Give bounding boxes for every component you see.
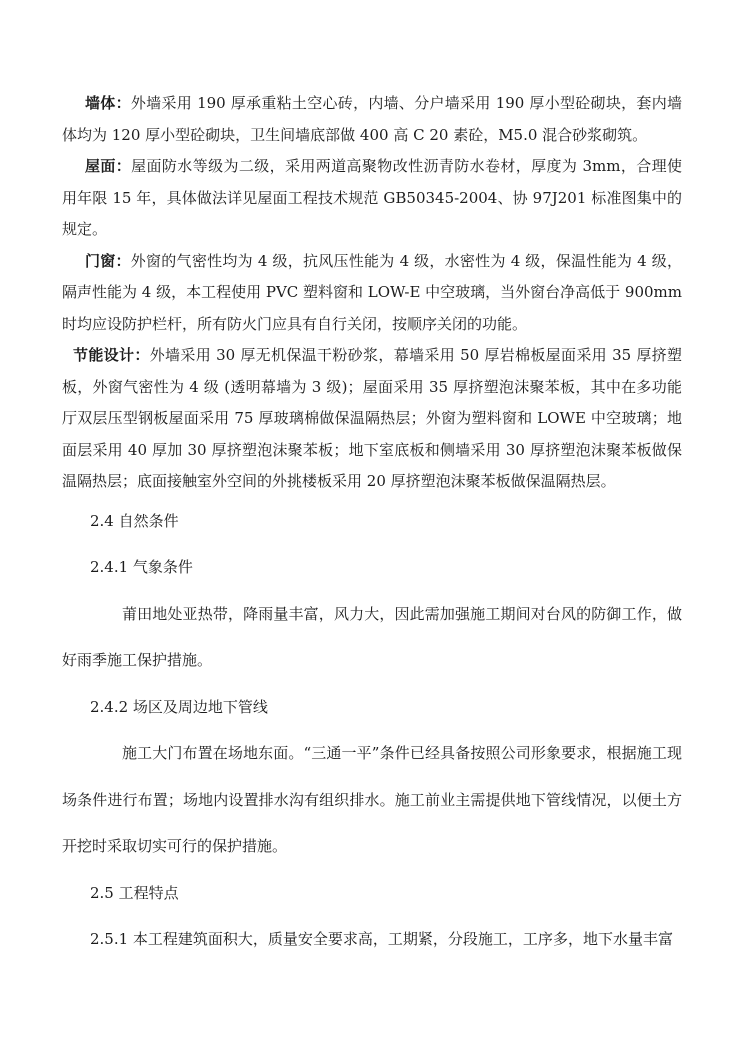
building-specs-block xyxy=(62,88,682,498)
roof-label: 屋面： xyxy=(85,157,132,175)
paragraph-roof xyxy=(62,151,682,246)
sections-block xyxy=(62,498,682,963)
paragraph-doors-windows xyxy=(62,246,682,341)
paragraph-walls xyxy=(62,88,682,151)
paragraph-site-pipelines: 施工大门布置在场地东面。“三通一平”条件已经具备按照公司形象要求，根据施工现场条件进行布置；场地内设置排水沟有组织排水。施工前业主需提供地下管线情况，以便土方开挖时采取切实可行的保护措施。 xyxy=(62,744,682,855)
heading-weather-conditions: 2.4.1 气象条件 xyxy=(90,558,193,576)
paragraph-project-feature-2-5-1: 2.5.1 本工程建筑面积大，质量安全要求高，工期紧，分段施工，工序多，地下水量丰富 xyxy=(90,930,673,948)
walls-text: 外墙采用 190 厚承重粘土空心砖，内墙、分户墙采用 190 厚小型砼砌块，套内墙体均为 120 厚小型砼砌块，卫生间墙底部做 400 高 C 20 素砼，M5.0 混合砂浆砌筑。 xyxy=(62,94,682,144)
walls-label: 墙体： xyxy=(85,94,131,112)
roof-text: 屋面防水等级为二级，采用两道高聚物改性沥青防水卷材，厚度为 3mm，合理使用年限 15 年，具体做法详见屋面工程技术规范 GB50345-2004、协 97J201 标准图集中的规定。 xyxy=(62,157,682,238)
paragraph-weather-conditions: 莆田地处亚热带，降雨量丰富，风力大，因此需加强施工期间对台风的防御工作，做好雨季施工保护措施。 xyxy=(62,604,682,669)
energy-design-text: 外墙采用 30 厚无机保温干粉砂浆，幕墙采用 50 厚岩棉板屋面采用 35 厚挤塑板，外窗气密性为 4 级 (透明幕墙为 3 级)；屋面采用 35 厚挤塑泡沫聚苯板，其中在多功能厅双层压型钢板屋面采用 75 厚玻璃棉做保温隔热层；外窗为塑料窗和 LOWE 中空玻璃；地面层采用 40 厚加 30 厚挤塑泡沫聚苯板；地下室底板和侧墙采用 30 厚挤塑泡沫聚苯板做保温隔热层；底面接触室外空间的外挑楼板采用 20 厚挤塑泡沫聚苯板做保温隔热层。 xyxy=(62,346,682,490)
heading-site-pipelines: 2.4.2 场区及周边地下管线 xyxy=(90,697,268,716)
heading-natural-conditions: 2.4 自然条件 xyxy=(90,511,179,530)
energy-design-label: 节能设计： xyxy=(73,346,150,364)
doors-windows-label: 门窗： xyxy=(85,251,131,270)
paragraph-energy-design xyxy=(62,340,682,498)
doors-windows-text: 外窗的气密性均为 4 级，抗风压性能为 4 级，水密性为 4 级，保温性能为 4 级，隔声性能为 4 级，本工程使用 PVC 塑料窗和 LOW-E 中空玻璃，当外窗台净高低于 900mm 时均应设防护栏杆，所有防火门应具有自行关闭，按顺序关闭的功能。 xyxy=(62,251,683,333)
heading-project-features: 2.5 工程特点 xyxy=(90,883,179,902)
